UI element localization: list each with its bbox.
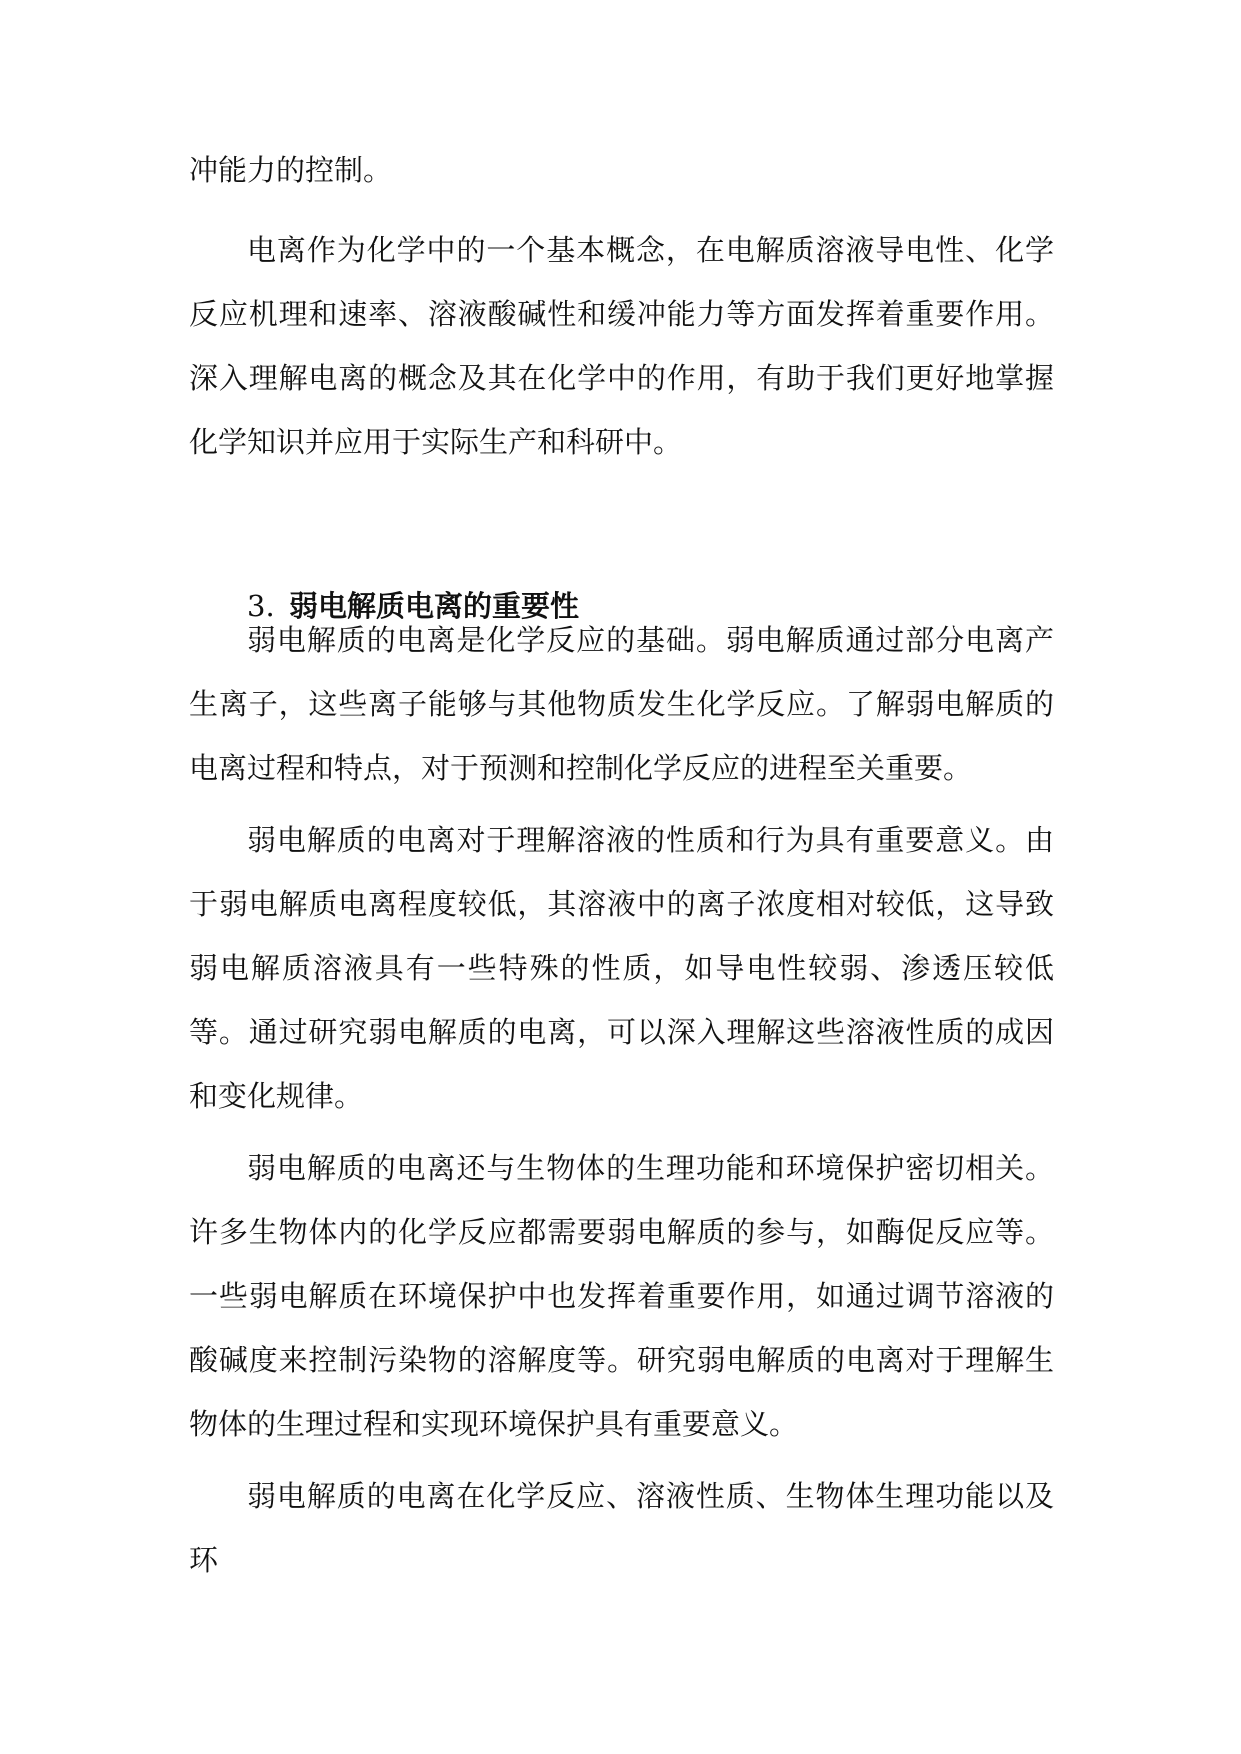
continuation-text bbox=[189, 138, 1054, 202]
continuation-paragraph: 冲能力的控制。 bbox=[189, 153, 393, 187]
body-paragraph-1: 弱电解质的电离是化学反应的基础。弱电解质通过部分电离产生离子，这些离子能够与其他物质发生化学反应。了解弱电解质的电离过程和特点，对于预测和控制化学反应的进程至关重要。 bbox=[189, 623, 1054, 785]
body-paragraph-2: 弱电解质的电离对于理解溶液的性质和行为具有重要意义。由于弱电解质电离程度较低，其溶液中的离子浓度相对较低，这导致弱电解质溶液具有一些特殊的性质，如导电性较弱、渗透压较低等。通过研究弱电解质的电离，可以深入理解这些溶液性质的成因和变化规律。 bbox=[189, 823, 1054, 1113]
section-title: 弱电解质电离的重要性 bbox=[289, 589, 580, 624]
body-paragraph-4: 弱电解质的电离在化学反应、溶液性质、生物体生理功能以及环 bbox=[189, 1479, 1054, 1577]
body-paragraph-3: 弱电解质的电离还与生物体的生理功能和环境保护密切相关。许多生物体内的化学反应都需要弱电解质的参与，如酶促反应等。一些弱电解质在环境保护中也发挥着重要作用，如通过调节溶液的酸碱度来控制污染物的溶解度等。研究弱电解质的电离对于理解生物体的生理过程和实现环境保护具有重要意义。 bbox=[189, 1151, 1054, 1441]
section-number: 3. bbox=[247, 589, 275, 624]
intro-paragraph: 电离作为化学中的一个基本概念，在电解质溶液导电性、化学反应机理和速率、溶液酸碱性和缓冲能力等方面发挥着重要作用。深入理解电离的概念及其在化学中的作用，有助于我们更好地掌握化学知识并应用于实际生产和科研中。 bbox=[189, 233, 1054, 459]
section-body bbox=[189, 608, 1054, 1592]
intro-text-block bbox=[189, 218, 1054, 474]
